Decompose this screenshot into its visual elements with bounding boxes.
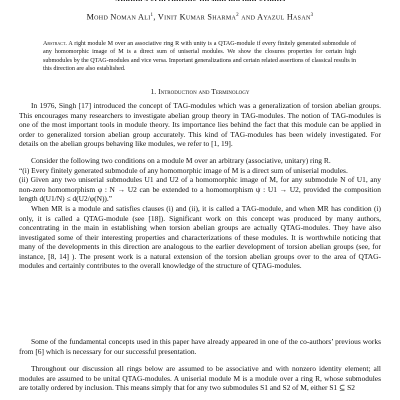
paragraph-gap	[19, 149, 381, 157]
section-title: Introduction and Terminology	[158, 87, 250, 96]
abstract-text: A right module M over an associative ring R with unity is a QTAG-module if every finitely generated submodule of any homomorphic image of M is a direct sum of uniserial modules. We show the closures properties for certain high submodules by the QTAG-modules and vice versa. Important generalizations and certain related assertions of classical results in this direction are also established.	[43, 41, 357, 72]
paragraph-definitions: When MR is a module and satisfies clauses (i) and (ii), it is called a TAG-module, and when MR has condition (i) only, it is called a QTAG-module (see [18]). Significant work on this concept was produced by many authors, concentrating in the main in establishing when torsion abelian groups are actually QTAG-modules. They have also investigated some of their interesting properties and characterizations of these modules. It is worthwhile noticing that many of the developments in this direction are analogous to the earlier development of torsion abelian groups (see, for instance, [8, 14] ). The present work is a natural extension of the torsion abelian groups over to the area of QTAG-modules and certainly contributes to the overall knowledge of the structure of QTAG-modules.	[19, 203, 381, 271]
section-number: 1.	[150, 87, 157, 96]
paragraph-concepts: Some of the fundamental concepts used in this paper have already appeared in one of the co-authors’ previous works from [6] which is necessary for our successful presentation.	[19, 337, 381, 356]
author-name: Vinit Kumar Sharma	[157, 12, 237, 22]
condition-i: “(i) Every finitely generated submodule of any homomorphic image of M is a direct sum of uniserial modules.	[19, 165, 348, 175]
author-name: Ayazul Hasan	[257, 12, 311, 22]
author-line: Mohd Noman Ali$^1$, Vinit Kumar Sharma$^2$ and Ayazul Hasan$^3$	[86, 12, 314, 22]
body-text	[19, 101, 381, 271]
author-affiliation-mark: 1	[150, 13, 154, 18]
paragraph-conditions-lead: Consider the following two conditions on a module M over an arbitrary (associative, unitary) ring R.	[31, 156, 331, 166]
paragraph-conventions: Throughout our discussion all rings below are assumed to be associative and with nonzero identity element; all modules are assumed to be unital QTAG-modules. A uniserial module M is a module over a ring R, whose submodules are totally ordered by inclusion. This means simply that for any two submodules S1 and S2 of M, either S1 ⊆ S2	[19, 364, 381, 393]
author-affiliation-mark: 3	[310, 13, 314, 18]
section-heading	[0, 87, 400, 97]
author-affiliation-mark: 2	[236, 13, 239, 18]
abstract-label: Abstract.	[43, 41, 67, 47]
paper-title	[0, 0, 400, 1]
body-text-continued	[19, 337, 381, 393]
paragraph-gap	[19, 356, 381, 364]
author-conjunction: and	[241, 12, 256, 22]
paragraph-intro: In 1976, Singh [17] introduced the concept of TAG-modules which was a generalization of torsion abelian groups. This encourages many researchers to investigate abelian group theory in TAG-modules. The notion of TAG-modules is one of the most important tools in module theory. Its importance lies behind the fact that this module can be applied in order to generalized torsion abelian group accurately. This kind of TAG-modules has been widely investigated. For details on the abelian groups behaving like modules, we refer to [1, 19].	[19, 101, 381, 149]
condition-ii: (ii) Given any two uniserial submodules U1 and U2 of a homomorphic image of M, for any submodule N of U1, any non-zero homomorphism φ : N → U2 can be extended to a homomorphism ψ : U1 → U2, provided the composition length d(U1/N) ≤ d(U2/φ(N)).”	[19, 175, 381, 204]
abstract	[43, 40, 356, 73]
author-name: Mohd Noman Ali	[86, 12, 151, 22]
